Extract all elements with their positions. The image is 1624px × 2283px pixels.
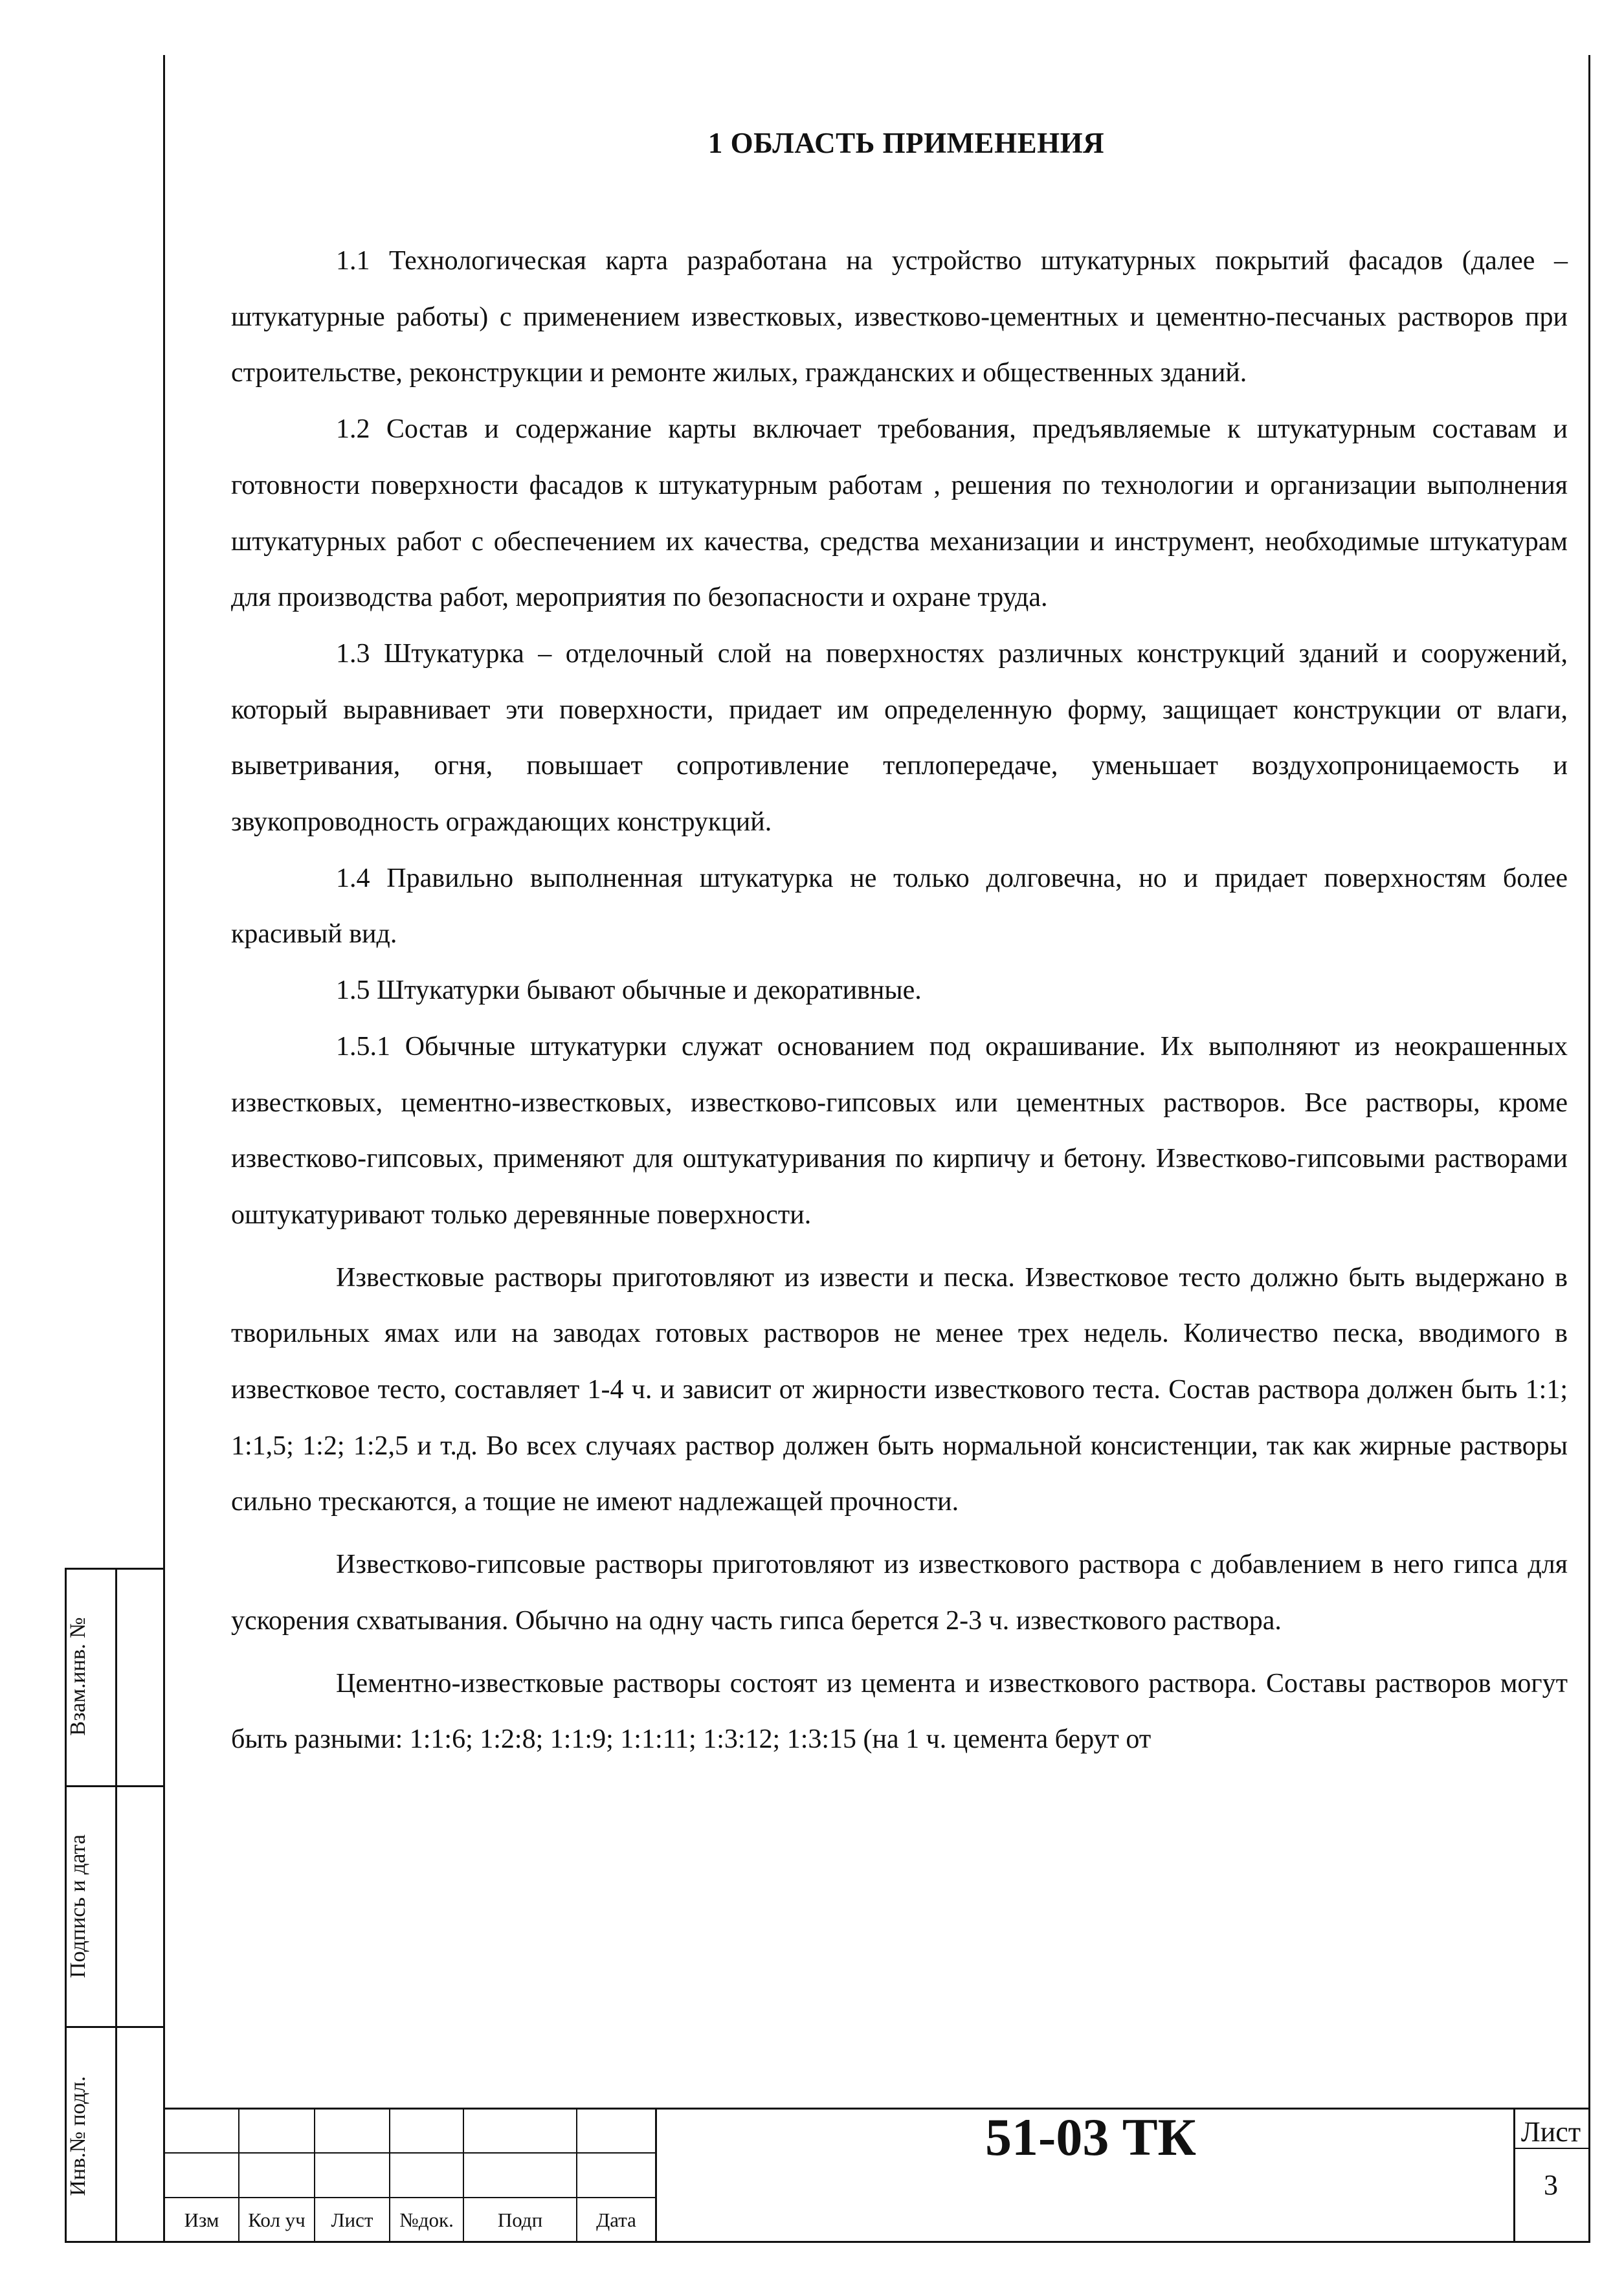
side-stamp-zam-inv: Взам.инв. № xyxy=(66,1617,90,1736)
sheet-number: 3 xyxy=(1544,2169,1558,2201)
sheet-label: Лист xyxy=(1520,2116,1581,2148)
paragraph-1-5-1: 1.5.1 Обычные штукатурки служат основанием под окрашивание. Их выполняют из неокрашенных известковых, цементно-известковых, известково-гипсовых или цементных растворов. Все растворы, кроме известково-гипсовых, применяют для оштукатуривания по кирпичу и бетону. Известково-гипсовыми растворами оштукатуривают только деревянные поверхности. xyxy=(231,1031,1568,1230)
frame-right-border xyxy=(1588,55,1590,2243)
side-stamp-top-line xyxy=(65,1568,165,1570)
side-stamp-divider-1 xyxy=(65,1785,165,1787)
title-block-row-line-2 xyxy=(163,2197,655,2198)
title-block-col-kol-uch: Кол уч xyxy=(248,2209,306,2231)
paragraph-1-1: 1.1 Технологическая карта разработана на устройство штукатурных покрытий фасадов (далее – штукатурные работы) с применением известковых, известково-цементных и цементно-песчаных растворов при строительстве, реконструкции и ремонте жилых, гражданских и общественных зданий. xyxy=(231,246,1568,388)
paragraph-1-5: 1.5 Штукатурки бывают обычные и декоративные. xyxy=(336,975,922,1006)
paragraph-1-2: 1.2 Состав и содержание карты включает требования, предъявляемые к штукатурным составам и готовности поверхности фасадов к штукатурным работам , решения по технологии и организации выполнения штукатурных работ с обеспечением их качества, средства механизации и инструмент, необходимые штукатурам для производства работ, мероприятия по безопасности и охране труда. xyxy=(231,414,1568,613)
side-stamp-signature-date: Подпись и дата xyxy=(66,1834,90,1978)
paragraph-1-3: 1.3 Штукатурка – отделочный слой на поверхностях различных конструкций зданий и сооружений, который выравнивает эти поверхности, придает им определенную форму, защищает конструкции от влаги, выветривания, огня, повышает сопротивление теплопередаче, уменьшает воздухопроницаемость и звукопроводность ограждающих конструкций. xyxy=(231,638,1568,838)
body-text xyxy=(231,233,1568,1768)
paragraph-lime-mortars: Известковые растворы приготовляют из извести и песка. Известковое тесто должно быть выдержано в творильных ямах или на заводах готовых растворов не менее трех недель. Количество песка, вводимого в известковое тесто, составляет 1-4 ч. и зависит от жирности известкового теста. Состав раствора должен быть 1:1; 1:1,5; 1:2; 1:2,5 и т.д. Во всех случаях раствор должен быть нормальной консистенции, так как жирные растворы сильно трескаются, а тощие не имеют надлежащей прочности. xyxy=(231,1262,1568,1517)
side-stamp-inv-podl: Инв.№ подл. xyxy=(66,2076,90,2196)
side-stamp-divider-2 xyxy=(65,2026,165,2028)
section-title: 1 ОБЛАСТЬ ПРИМЕНЕНИЯ xyxy=(707,127,1105,159)
paragraph-lime-gypsum-mortars: Известково-гипсовые растворы приготовляют из известкового раствора с добавлением в него гипса для ускорения схватывания. Обычно на одну часть гипса берется 2-3 ч. известкового раствора. xyxy=(231,1550,1568,1636)
frame-bottom-line xyxy=(65,2241,1590,2243)
title-block-col-podp: Подп xyxy=(497,2209,543,2231)
frame-left-border xyxy=(163,55,165,2243)
title-block-row-line-1 xyxy=(163,2152,655,2154)
side-stamp-mid-line xyxy=(115,1568,117,2241)
title-block-col-ndok: №док. xyxy=(399,2209,454,2231)
title-block-col-izm: Изм xyxy=(184,2209,219,2231)
paragraph-cement-lime-mortars: Цементно-известковые растворы состоят из цемента и известкового раствора. Составы растворов могут быть разными: 1:1:6; 1:2:8; 1:1:9; 1:1:11; 1:3:12; 1:3:15 (на 1 ч. цемента берут от xyxy=(231,1668,1568,1755)
title-block-col-list: Лист xyxy=(331,2209,373,2231)
title-block-col-data: Дата xyxy=(596,2209,636,2231)
document-code: 51-03 ТК xyxy=(985,2108,1196,2166)
paragraph-1-4: 1.4 Правильно выполненная штукатурка не только долговечна, но и придает поверхностям более красивый вид. xyxy=(231,863,1568,950)
